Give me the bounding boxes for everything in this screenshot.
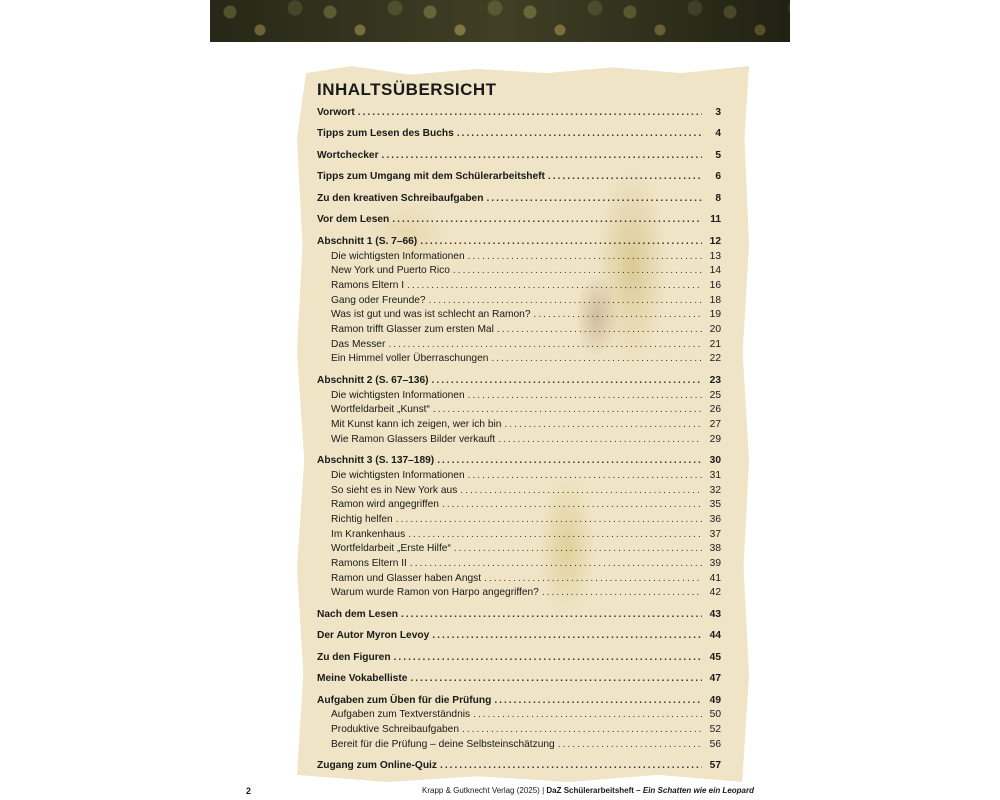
toc-entry-label: Abschnitt 2 (S. 67–136): [317, 374, 429, 386]
toc-leader-dots: [432, 629, 702, 644]
toc-leader-dots: [442, 498, 702, 513]
toc-entry-label: Ramon trifft Glasser zum ersten Mal: [331, 324, 494, 336]
toc-entry-label: Mit Kunst kann ich zeigen, wer ich bin: [331, 418, 502, 430]
toc-entry-label: Das Messer: [331, 338, 386, 350]
toc-entry-page: 12: [709, 235, 721, 247]
toc-entry-page: 47: [709, 673, 721, 685]
toc-leader-dots: [388, 338, 702, 353]
toc-entry-page: 4: [715, 128, 721, 140]
toc-leader-dots: [534, 308, 702, 323]
toc-leader-dots: [437, 454, 702, 469]
toc-entry-page: 31: [709, 469, 721, 481]
toc-entry: [317, 192, 721, 207]
page-number: 2: [246, 786, 252, 796]
toc-entry-page: 29: [709, 433, 721, 445]
toc-entry-label: Die wichtigsten Informationen: [331, 250, 465, 262]
toc-entry: [317, 672, 721, 687]
footer-book-title: Ein Schatten wie ein Leopard: [642, 786, 754, 795]
toc-leader-dots: [484, 572, 702, 587]
toc-entry: [317, 484, 721, 499]
toc-entry: [317, 213, 721, 228]
toc-entry-label: Im Krankenhaus: [331, 528, 406, 540]
toc-leader-dots: [473, 708, 702, 723]
toc-leader-dots: [486, 192, 702, 207]
toc-entry-page: 50: [709, 709, 721, 721]
toc-leader-dots: [432, 374, 702, 389]
toc-leader-dots: [410, 557, 702, 572]
toc-entry-page: 25: [709, 389, 721, 401]
toc-leader-dots: [558, 738, 702, 753]
toc-entry-label: So sieht es in New York aus: [331, 484, 458, 496]
toc-leader-dots: [468, 250, 702, 265]
toc-entry-label: Ramon wird angegriffen: [331, 499, 439, 511]
toc-entry: [317, 374, 721, 389]
toc-leader-dots: [542, 586, 702, 601]
toc-entry: [317, 338, 721, 353]
toc-entry-label: Meine Vokabelliste: [317, 673, 408, 685]
toc-entry-label: Die wichtigsten Informationen: [331, 469, 465, 481]
toc-entry-label: New York und Puerto Rico: [331, 265, 450, 277]
toc-entry-page: 41: [709, 572, 721, 584]
toc-entry: [317, 106, 721, 121]
toc-entry: [317, 235, 721, 250]
toc-entry-label: Was ist gut und was ist schlecht an Ramon?: [331, 309, 531, 321]
toc-leader-dots: [491, 352, 702, 367]
decorative-header-banner: [210, 0, 790, 42]
toc-entry-page: 44: [709, 630, 721, 642]
toc-entry: [317, 723, 721, 738]
toc-entry: [317, 279, 721, 294]
toc-leader-dots: [468, 389, 702, 404]
toc-entry-page: 57: [709, 760, 721, 772]
footer-publisher: Krapp & Gutknecht Verlag (2025) |: [422, 786, 547, 795]
toc-leader-dots: [382, 149, 702, 164]
toc-leader-dots: [401, 608, 702, 623]
toc-entry-label: Der Autor Myron Levoy: [317, 630, 430, 642]
toc-entry: [317, 629, 721, 644]
toc-entry: [317, 608, 721, 623]
toc-leader-dots: [498, 433, 702, 448]
toc-entry-page: 56: [709, 738, 721, 750]
toc-entry: [317, 170, 721, 185]
toc-entry-page: 20: [709, 324, 721, 336]
toc-leader-dots: [462, 723, 702, 738]
toc-entry: [317, 572, 721, 587]
toc-entry-page: 11: [710, 214, 721, 226]
toc-entry-page: 32: [709, 484, 721, 496]
toc-entry-page: 27: [709, 418, 721, 430]
toc-leader-dots: [358, 106, 702, 121]
toc-entry-label: Wortfeldarbeit „Kunst“: [331, 404, 430, 416]
toc-entry: [317, 418, 721, 433]
toc-leader-dots: [407, 279, 702, 294]
toc-entry: [317, 528, 721, 543]
toc-entry-label: Tipps zum Lesen des Buchs: [317, 128, 454, 140]
toc-entry-label: Zu den kreativen Schreibaufgaben: [317, 192, 484, 204]
table-of-contents: [317, 106, 721, 774]
footer-separator: –: [633, 786, 643, 795]
toc-entry-page: 49: [709, 694, 721, 706]
toc-leader-dots: [460, 484, 702, 499]
toc-leader-dots: [454, 542, 702, 557]
toc-entry-page: 6: [715, 171, 721, 183]
toc-heading: INHALTSÜBERSICHT: [317, 80, 497, 99]
toc-leader-dots: [494, 694, 702, 709]
toc-leader-dots: [433, 403, 702, 418]
toc-leader-dots: [468, 469, 702, 484]
toc-entry-label: Abschnitt 3 (S. 137–189): [317, 455, 435, 467]
toc-entry-label: Vorwort: [317, 107, 355, 118]
toc-entry-page: 8: [715, 192, 721, 204]
toc-entry-page: 23: [709, 374, 721, 386]
toc-entry-page: 35: [709, 499, 721, 511]
toc-entry-page: 52: [709, 724, 721, 736]
toc-entry-label: Wortchecker: [317, 149, 379, 161]
toc-entry-label: Nach dem Lesen: [317, 608, 398, 620]
toc-entry-page: 43: [709, 608, 721, 620]
toc-entry-label: Wie Ramon Glassers Bilder verkauft: [331, 433, 496, 445]
toc-entry-label: Ramon und Glasser haben Angst: [331, 572, 482, 584]
toc-entry-label: Aufgaben zum Textverständnis: [331, 709, 471, 721]
toc-entry-page: 26: [709, 404, 721, 416]
toc-entry: [317, 469, 721, 484]
toc-entry-label: Vor dem Lesen: [317, 214, 390, 226]
toc-leader-dots: [420, 235, 702, 250]
toc-entry: [317, 586, 721, 601]
toc-entry-label: Bereit für die Prüfung – deine Selbsteinschätzung: [331, 738, 555, 750]
toc-leader-dots: [504, 418, 702, 433]
toc-entry-page: 38: [709, 543, 721, 555]
toc-entry-label: Die wichtigsten Informationen: [331, 389, 465, 401]
toc-entry-page: 18: [709, 294, 721, 306]
toc-entry-label: Ramons Eltern I: [331, 279, 405, 291]
toc-leader-dots: [396, 513, 702, 528]
toc-entry: [317, 403, 721, 418]
toc-entry: [317, 127, 721, 142]
toc-entry-page: 5: [715, 149, 721, 161]
toc-leader-dots: [453, 264, 702, 279]
toc-entry: [317, 454, 721, 469]
footer-credit: [422, 786, 754, 795]
toc-entry-page: 42: [709, 587, 721, 599]
toc-leader-dots: [392, 213, 702, 228]
toc-entry: [317, 308, 721, 323]
toc-entry-label: Warum wurde Ramon von Harpo angegriffen?: [331, 587, 539, 599]
toc-entry-label: Zu den Figuren: [317, 651, 391, 663]
toc-entry-page: 45: [709, 651, 721, 663]
toc-entry: [317, 250, 721, 265]
toc-leader-dots: [457, 127, 702, 142]
toc-entry-label: Tipps zum Umgang mit dem Schülerarbeitsheft: [317, 171, 545, 183]
toc-entry-page: 30: [709, 455, 721, 467]
toc-entry: [317, 759, 721, 774]
toc-entry-page: 21: [709, 338, 721, 350]
toc-entry-label: Ein Himmel voller Überraschungen: [331, 353, 489, 365]
toc-leader-dots: [548, 170, 702, 185]
toc-entry-page: 37: [709, 528, 721, 540]
toc-entry: [317, 294, 721, 309]
toc-entry-label: Aufgaben zum Üben für die Prüfung: [317, 694, 492, 706]
toc-entry: [317, 708, 721, 723]
toc-entry-page: 14: [709, 265, 721, 277]
footer-series: DaZ Schülerarbeitsheft: [546, 786, 634, 795]
toc-entry: [317, 389, 721, 404]
toc-leader-dots: [410, 672, 702, 687]
toc-entry: [317, 352, 721, 367]
toc-entry-label: Richtig helfen: [331, 513, 393, 525]
toc-entry-label: Produktive Schreibaufgaben: [331, 724, 459, 736]
toc-entry-page: 19: [709, 309, 721, 321]
toc-entry-page: 39: [709, 557, 721, 569]
toc-entry: [317, 651, 721, 666]
toc-leader-dots: [440, 759, 702, 774]
toc-entry-page: 13: [709, 250, 721, 262]
toc-entry-label: Wortfeldarbeit „Erste Hilfe“: [331, 543, 451, 555]
toc-entry: [317, 433, 721, 448]
toc-entry: [317, 738, 721, 753]
toc-entry: [317, 323, 721, 338]
toc-entry-page: 36: [709, 513, 721, 525]
toc-entry: [317, 694, 721, 709]
toc-entry: [317, 557, 721, 572]
toc-entry-page: 3: [715, 107, 721, 118]
toc-leader-dots: [408, 528, 702, 543]
toc-entry: [317, 149, 721, 164]
toc-entry: [317, 542, 721, 557]
toc-entry-page: 22: [709, 353, 721, 365]
toc-leader-dots: [394, 651, 702, 666]
toc-entry-page: 16: [709, 279, 721, 291]
toc-leader-dots: [429, 294, 702, 309]
toc-entry-label: Gang oder Freunde?: [331, 294, 426, 306]
toc-leader-dots: [497, 323, 702, 338]
toc-entry: [317, 513, 721, 528]
toc-entry-label: Abschnitt 1 (S. 7–66): [317, 235, 418, 247]
toc-entry-label: Ramons Eltern II: [331, 557, 407, 569]
toc-entry: [317, 498, 721, 513]
toc-entry-label: Zugang zum Online-Quiz: [317, 760, 437, 772]
toc-entry: [317, 264, 721, 279]
